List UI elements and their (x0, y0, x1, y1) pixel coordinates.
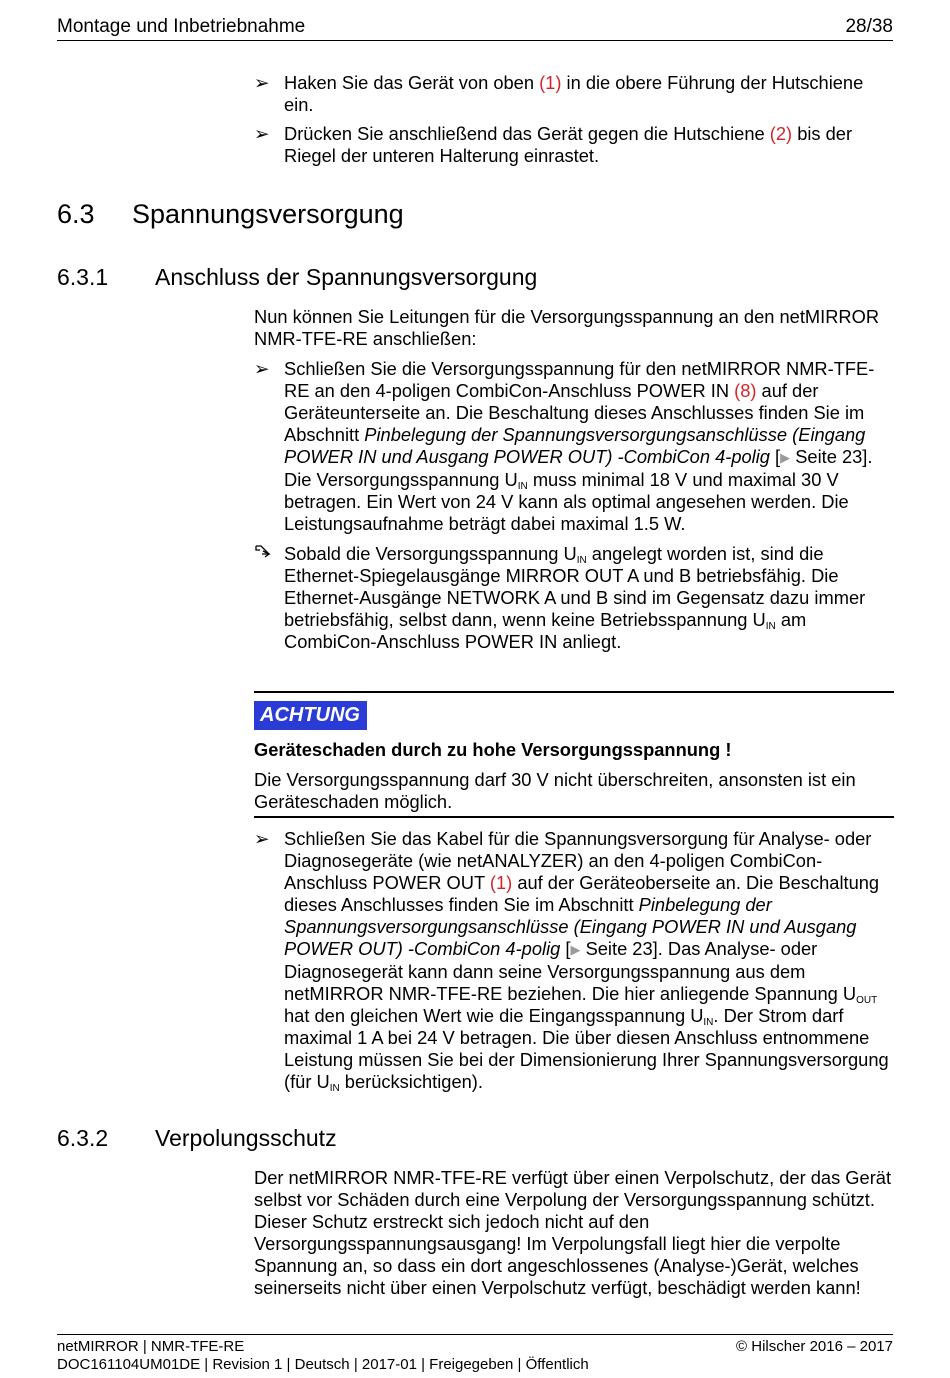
list-item: ➢ Drücken Sie anschließend das Gerät gegen die Hutschiene (2) bis der Riegel der unteren Halterung einrastet. (254, 123, 853, 166)
list-item: ➢ Haken Sie das Gerät von oben (1) in die obere Führung der Hutschiene ein. (254, 72, 864, 115)
warning-text: Die Versorgungsspannung darf 30 V nicht überschreiten, ansonsten ist ein Geräteschaden möglich. (254, 769, 856, 812)
footer-product: netMIRROR | NMR-TFE-RE (57, 1338, 245, 1355)
section-title: Spannungsversorgung (132, 199, 404, 229)
section-number: 6.3 (57, 199, 95, 229)
result-item: Sobald die Versorgungsspannung $U_{IN}$ angelegt worden ist, sind die Ethernet-Spiegelausgänge MIRROR OUT A und B betriebsfähig. Die Ethernet-Ausgänge NETWORK A und B sind im Gegensatz dazu immer betriebsfähig, selbst dann, wenn keine Betriebsspannung $U_{IN}$ am CombiCon-Anschluss POWER IN anliegt. (254, 543, 894, 653)
list-item: ➢ Schließen Sie die Versorgungsspannung für den netMIRROR NMR-TFE-RE an den 4-poligen CombiCon-Anschluss POWER IN (8) auf der Geräteunterseite an. Die Beschaltung dieses Anschlusses finden Sie im Abschnitt Pinbelegung der Spannungsversorgungsanschlüsse (Eingang POWER IN und Ausgang POWER OUT) -CombiCon 4-polig [▶ Seite 23]. Die Versorgungsspannung $U_{IN}$ muss minimal 18 V und maximal 30 V betragen. Ein Wert von 24 V kann als optimal angesehen werden. Die Leistungsaufnahme beträgt dabei maximal 1.5 W. (254, 358, 875, 534)
bullet-arrow-icon: ➢ (254, 123, 270, 144)
subsection-number: 6.3.2 (57, 1125, 109, 1151)
bullet-arrow-icon: ➢ (254, 358, 270, 379)
footer-rule (57, 1334, 893, 1335)
figure-reference: (1) (539, 72, 562, 93)
list-item: ➢ Schließen Sie das Kabel für die Spannungsversorgung für Analyse- oder Diagnosegeräte (wie netANALYZER) an den 4-poligen CombiCon-Anschluss POWER OUT (1) auf der Geräteoberseite an. Die Beschaltung dieses Anschlusses finden Sie im Abschnitt Pinbelegung der Spannungsversorgungsanschlüsse (Eingang POWER IN und Ausgang POWER OUT) -CombiCon 4-polig [▶ Seite 23]. Das Analyse- oder Diagnosegerät kann dann seine Versorgungsspannung aus dem netMIRROR NMR-TFE-RE beziehen. Die hier anliegende Spannung $U_{OUT}$ hat den gleichen Wert wie die Eingangsspannung $U_{IN}$. Der Strom darf maximal 1 A bei 24 V betragen. Die über diesen Anschluss entnommene Leistung müssen Sie bei der Dimensionierung Ihrer Spannungsversorgung (für $U_{IN}$ berücksichtigen). (254, 828, 889, 1094)
page-number: 28/38 (845, 16, 893, 37)
result-arrow-icon (254, 543, 272, 566)
power-out-instructions (254, 828, 894, 1093)
subsection-number: 6.3.1 (57, 264, 109, 290)
warning-title: Geräteschaden durch zu hohe Versorgungsspannung ! (254, 739, 732, 760)
subsection-title: Anschluss der Spannungsversorgung (155, 264, 538, 290)
subsection-title: Verpolungsschutz (155, 1125, 337, 1151)
bullet-arrow-icon: ➢ (254, 72, 270, 93)
warning-badge: ACHTUNG (254, 701, 367, 730)
warning-top-rule (254, 691, 894, 693)
cross-reference-link[interactable]: Pinbelegung der Spannungsversorgungsanschlüsse (Eingang POWER IN und Ausgang POWER OUT) -CombiCon 4-polig (284, 894, 857, 959)
warning-content (254, 739, 894, 813)
footer-document-info: DOC161104UM01DE | Revision 1 | Deutsch | 2017-01 | Freigegeben | Öffentlich (57, 1356, 589, 1373)
cross-reference-icon: ▶ (570, 942, 581, 957)
figure-reference: (2) (769, 123, 793, 144)
top-bullet-list (254, 72, 894, 167)
cross-reference-link[interactable]: Pinbelegung der Spannungsversorgungsanschlüsse (Eingang POWER IN und Ausgang POWER OUT) -CombiCon 4-polig (284, 424, 866, 467)
page-header-title: Montage und Inbetriebnahme (57, 16, 306, 37)
intro-paragraph: Nun können Sie Leitungen für die Versorgungsspannung an den netMIRROR NMR-TFE-RE anschließen: (254, 306, 880, 349)
figure-reference: (8) (734, 380, 757, 401)
figure-reference: (1) (489, 872, 513, 893)
bullet-arrow-icon: ➢ (254, 828, 270, 849)
cross-reference-icon: ▶ (780, 450, 791, 465)
subsection-body (254, 306, 894, 653)
footer-copyright: © Hilscher 2016 – 2017 (736, 1338, 893, 1355)
header-rule (57, 40, 893, 41)
warning-bottom-rule (254, 816, 894, 818)
verpolung-paragraph: Der netMIRROR NMR-TFE-RE verfügt über einen Verpolschutz, der das Gerät selbst vor Schäden durch eine Verpolung der Versorgungsspannung schützt. Dieser Schutz erstreckt sich jedoch nicht auf den Versorgungsspannungsausgang! Im Verpolungsfall liegt hier die verpolte Spannung an, so dass ein dort angeschlossenes (Analyse-)Gerät, welches seinerseits nicht über einen Verpolschutz verfügt, beschädigt werden kann! (254, 1167, 892, 1298)
